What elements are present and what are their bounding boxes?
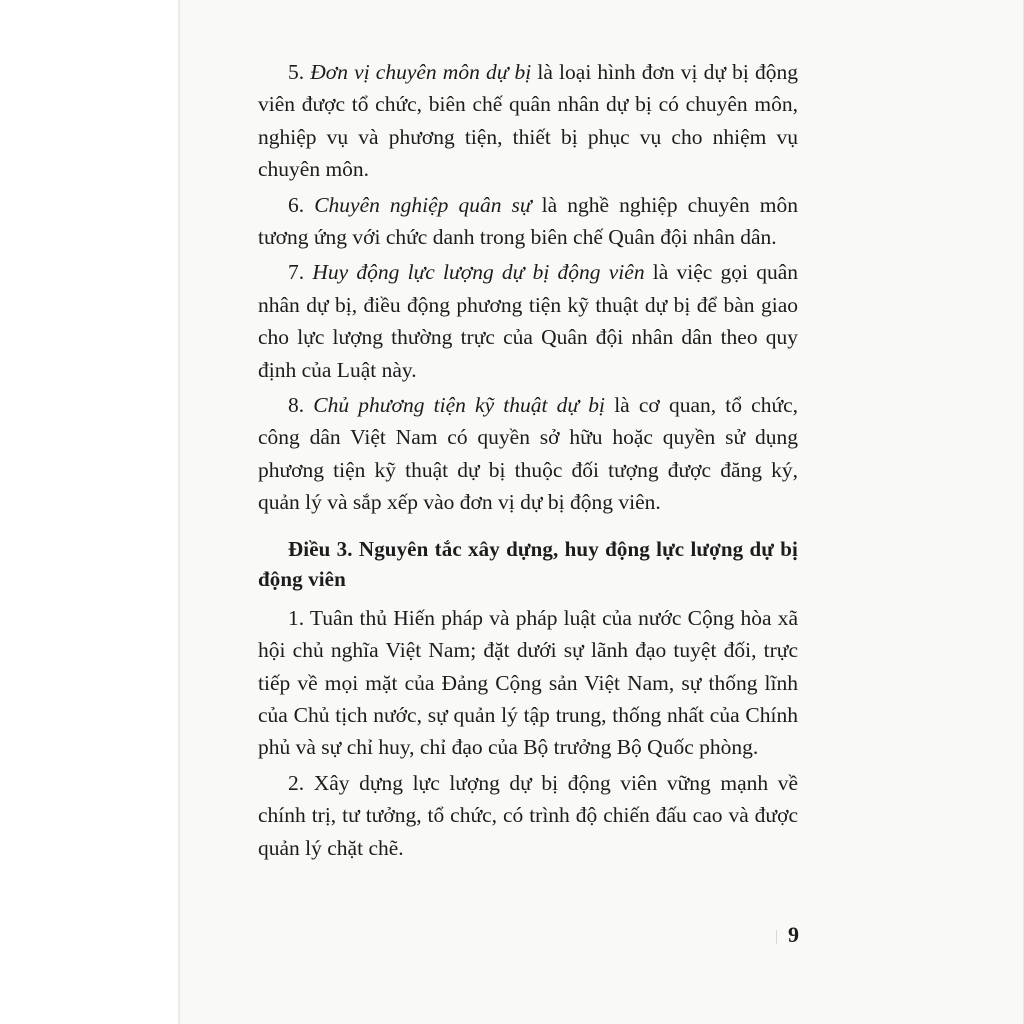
clause-1: 1. Tuân thủ Hiến pháp và pháp luật của nước Cộng hòa xã hội chủ nghĩa Việt Nam; đặt dưới sự lãnh đạo tuyệt đối, trực tiếp về mọi mặt của Đảng Cộng sản Việt Nam, sự thống lĩnh của Chủ tịch nước, sự quản lý tập trung, thống nhất của Chính phủ và sự chỉ huy, chỉ đạo của Bộ trưởng Bộ Quốc phòng. — [258, 605, 798, 760]
page-number: 9 — [788, 922, 799, 947]
article-heading: Điều 3. Nguyên tắc xây dựng, huy động lực lượng dự bị động viên — [258, 536, 798, 591]
definition-paragraph-6: 6. Chuyên nghiệp quân sự là nghề nghiệp chuyên môn tương ứng với chức danh trong biên chế Quân đội nhân dân. — [258, 192, 799, 250]
definition-term: Chủ phương tiện kỹ thuật dự bị — [313, 393, 606, 418]
page-number-mark — [776, 930, 777, 944]
definition-paragraph-7: 7. Huy động lực lượng dự bị động viên là việc gọi quân nhân dự bị, điều động phương tiện kỹ thuật dự bị để bàn giao cho lực lượng thường trực của Quân đội nhân dân theo quy định của Luật này. — [258, 260, 799, 382]
definition-term: Đơn vị chuyên môn dự bị — [310, 60, 532, 84]
page-body — [258, 56, 798, 864]
clause-2: 2. Xây dựng lực lượng dự bị động viên vững mạnh về chính trị, tư tưởng, tổ chức, có trình độ chiến đấu cao và được quản lý chặt chẽ. — [258, 770, 798, 860]
page-edge — [178, 0, 180, 1024]
definition-paragraph-5: 5. Đơn vị chuyên môn dự bị là loại hình đơn vị dự bị động viên được tổ chức, biên chế quân nhân dự bị có chuyên môn, nghiệp vụ và phương tiện, thiết bị phục vụ cho nhiệm vụ chuyên môn. — [258, 60, 799, 182]
definition-term: Chuyên nghiệp quân sự — [314, 192, 532, 217]
definition-paragraph-8: 8. Chủ phương tiện kỹ thuật dự bị là cơ quan, tổ chức, công dân Việt Nam có quyền sở hữu hoặc quyền sử dụng phương tiện kỹ thuật dự bị thuộc đối tượng được đăng ký, quản lý và sắp xếp vào đơn vị dự bị động viên. — [258, 393, 799, 515]
definition-term: Huy động lực lượng dự bị động viên — [312, 260, 645, 285]
